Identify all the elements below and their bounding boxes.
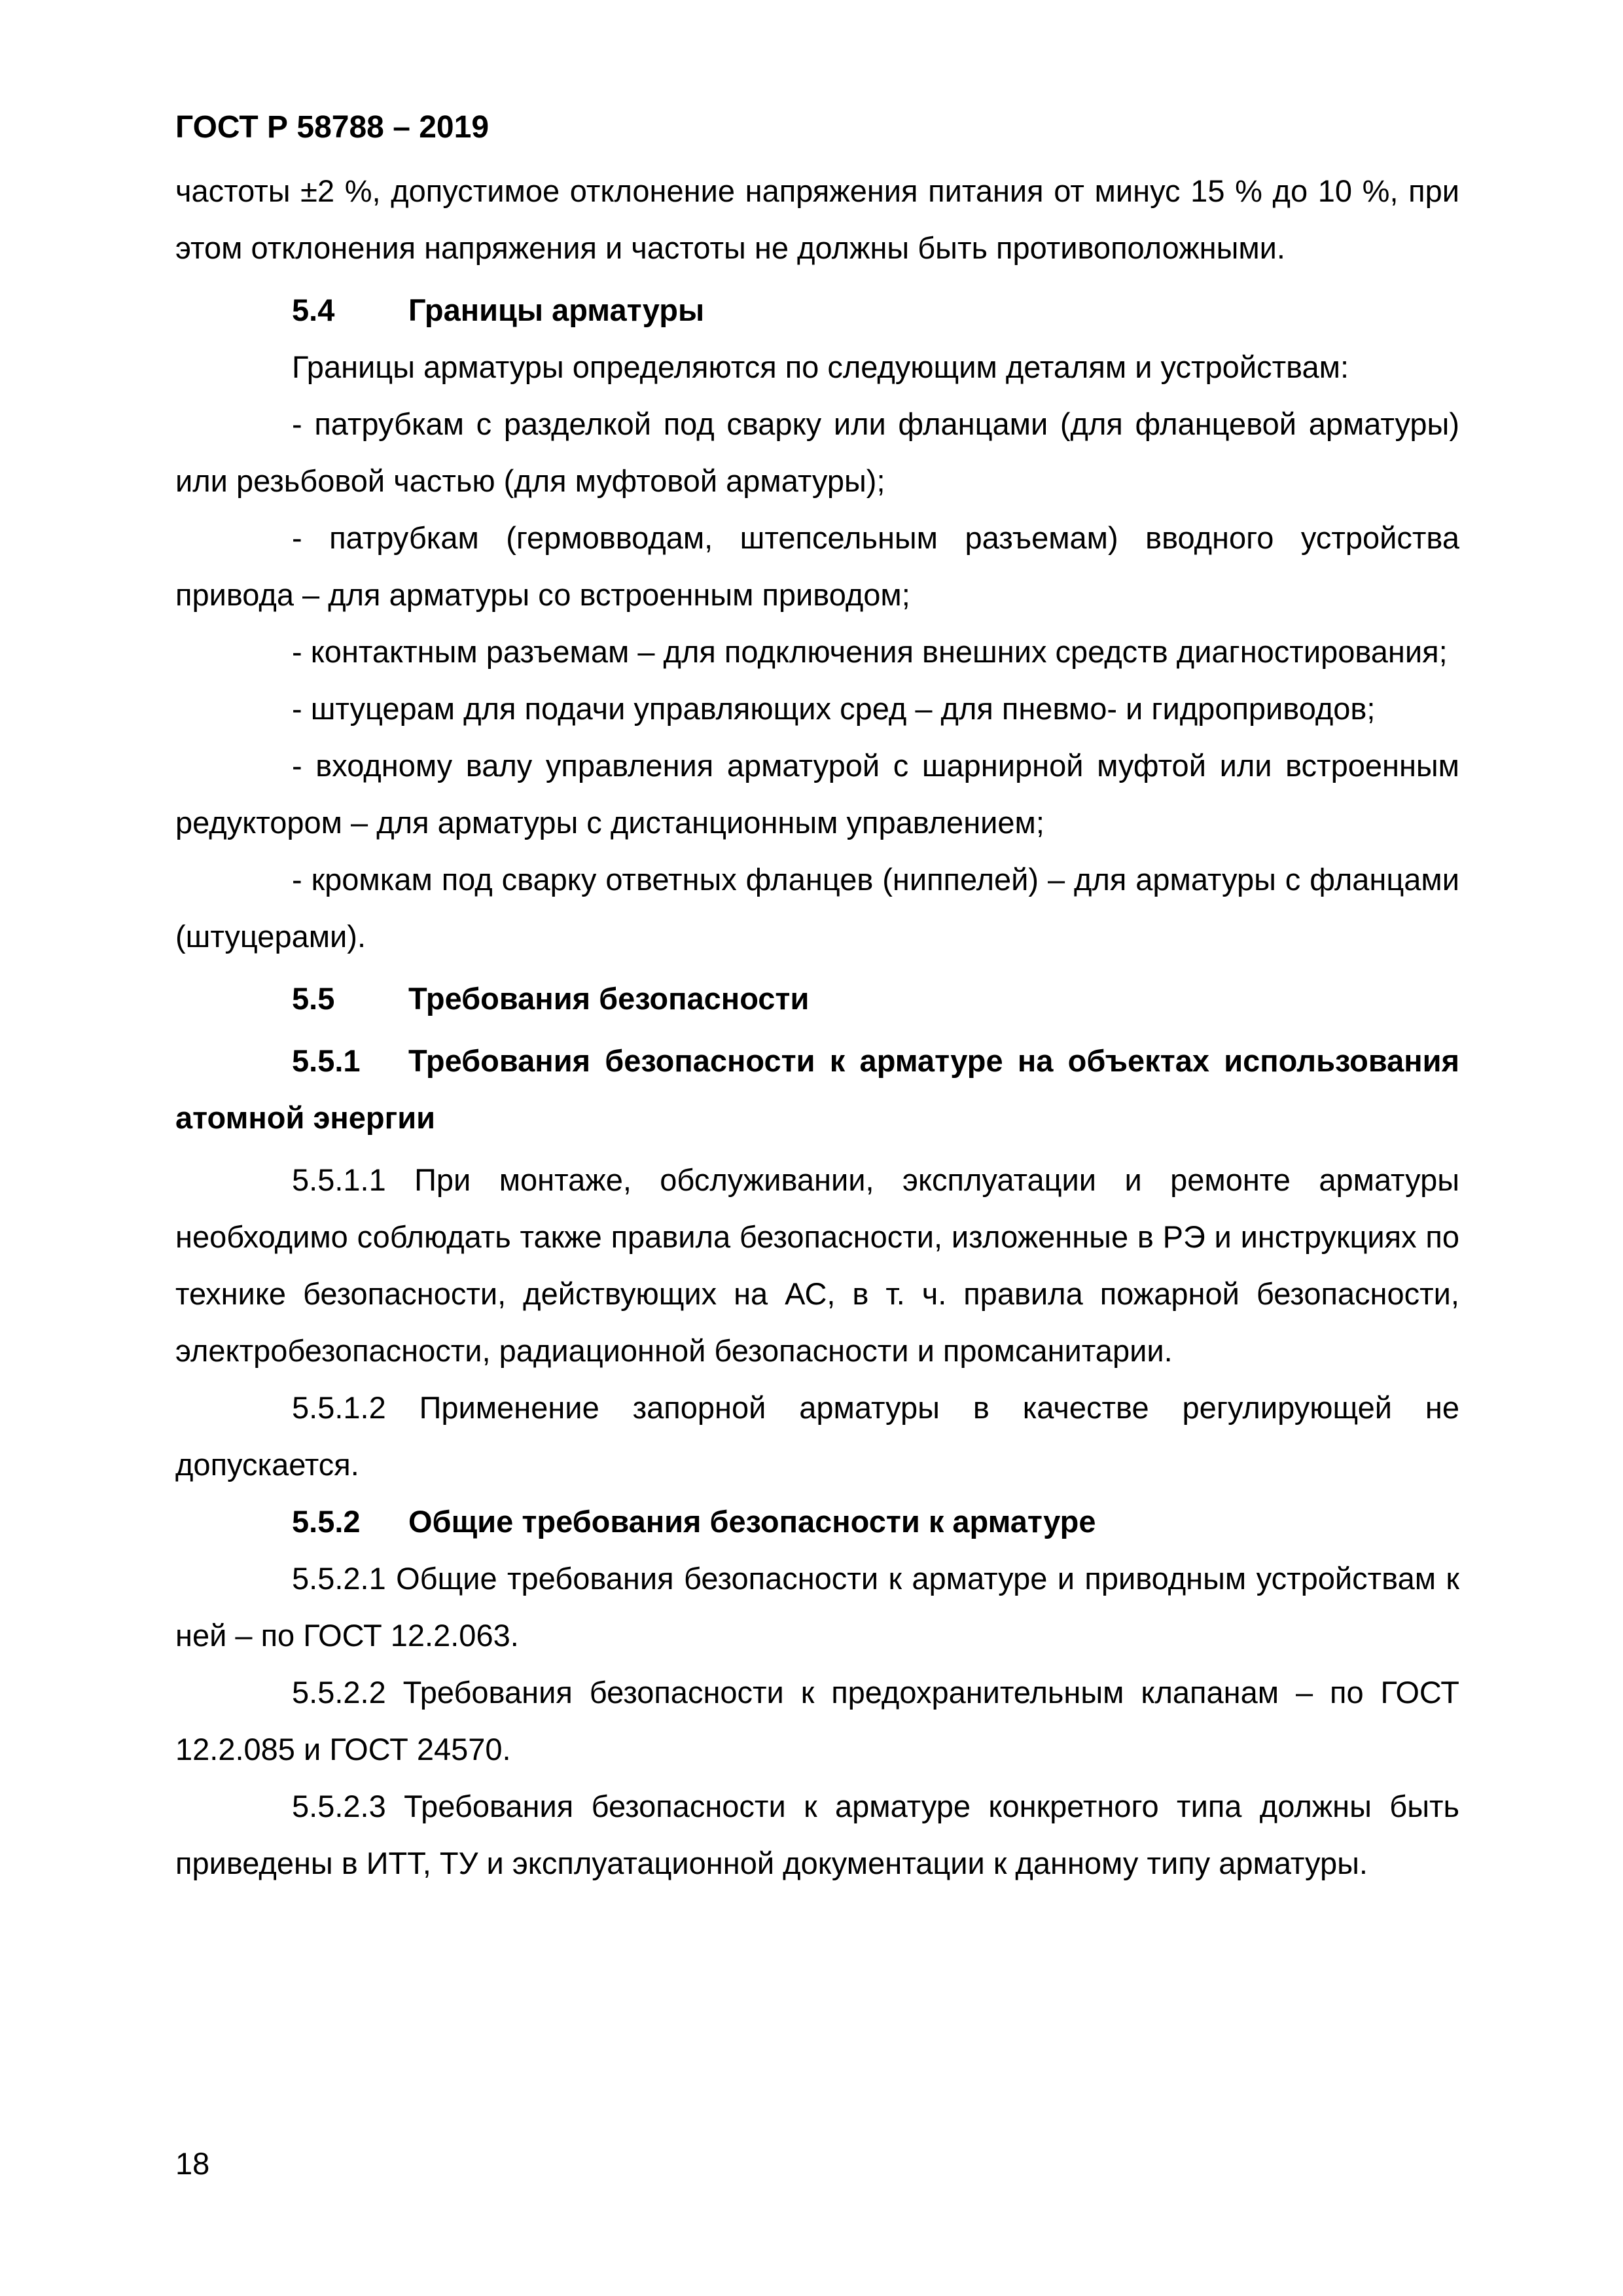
- section-heading-5-4: [175, 281, 1459, 338]
- list-item: - входному валу управления арматурой с шарнирной муфтой или встроенным редуктором – для арматуры с дистанционным управлением;: [175, 748, 1459, 840]
- section-number: 5.5.2: [292, 1504, 361, 1539]
- section-heading-5-5-2: [175, 1493, 1459, 1550]
- paragraph-5-4-intro: Границы арматуры определяются по следующим деталям и устройствам:: [292, 350, 1349, 384]
- paragraph-continuation: частоты ±2 %, допустимое отклонение напряжения питания от минус 15 % до 10 %, при этом отклонения напряжения и частоты не должны быть противоположными.: [175, 173, 1459, 265]
- list-item: - штуцерам для подачи управляющих сред – для пневмо- и гидроприводов;: [292, 691, 1376, 726]
- section-number: 5.5: [292, 981, 335, 1016]
- document-body: [175, 162, 1459, 1892]
- section-title: Требования безопасности: [408, 981, 810, 1016]
- document-header: ГОСТ Р 58788 – 2019: [175, 110, 490, 145]
- paragraph-5-5-2-1: 5.5.2.1 Общие требования безопасности к арматуре и приводным устройствам к ней – по ГОСТ 12.2.063.: [175, 1561, 1459, 1653]
- list-item: - кромкам под сварку ответных фланцев (ниппелей) – для арматуры с фланцами (штуцерами).: [175, 862, 1459, 954]
- section-heading-5-5-1: [175, 1032, 1459, 1146]
- page-number: 18: [175, 2146, 210, 2181]
- list-item: - контактным разъемам – для подключения внешних средств диагностирования;: [292, 634, 1448, 669]
- paragraph-5-5-2-3: 5.5.2.3 Требования безопасности к арматуре конкретного типа должны быть приведены в ИТТ, ТУ и эксплуатационной документации к данному типу арматуры.: [175, 1789, 1459, 1880]
- paragraph-5-5-2-2: 5.5.2.2 Требования безопасности к предохранительным клапанам – по ГОСТ 12.2.085 и ГОСТ 24570.: [175, 1675, 1459, 1767]
- section-title: Общие требования безопасности к арматуре: [408, 1504, 1096, 1539]
- section-heading-5-5: [175, 970, 1459, 1027]
- section-title: Границы арматуры: [408, 293, 705, 327]
- paragraph-5-5-1-1: 5.5.1.1 При монтаже, обслуживании, эксплуатации и ремонте арматуры необходимо соблюдать также правила безопасности, изложенные в РЭ и инструкциях по технике безопасности, действующих на АС, в т. ч. правила пожарной безопасности, электробезопасности, радиационной безопасности и промсанитарии.: [175, 1162, 1459, 1368]
- section-number: 5.4: [292, 293, 335, 327]
- list-item: - патрубкам (гермовводам, штепсельным разъемам) вводного устройства привода – для арматуры со встроенным приводом;: [175, 520, 1459, 612]
- section-number: 5.5.1: [292, 1043, 361, 1078]
- list-item: - патрубкам с разделкой под сварку или фланцами (для фланцевой арматуры) или резьбовой частью (для муфтовой арматуры);: [175, 406, 1459, 498]
- section-title: Требования безопасности к арматуре на объектах использования атомной энергии: [175, 1043, 1459, 1135]
- paragraph-5-5-1-2: 5.5.1.2 Применение запорной арматуры в качестве регулирующей не допускается.: [175, 1390, 1459, 1482]
